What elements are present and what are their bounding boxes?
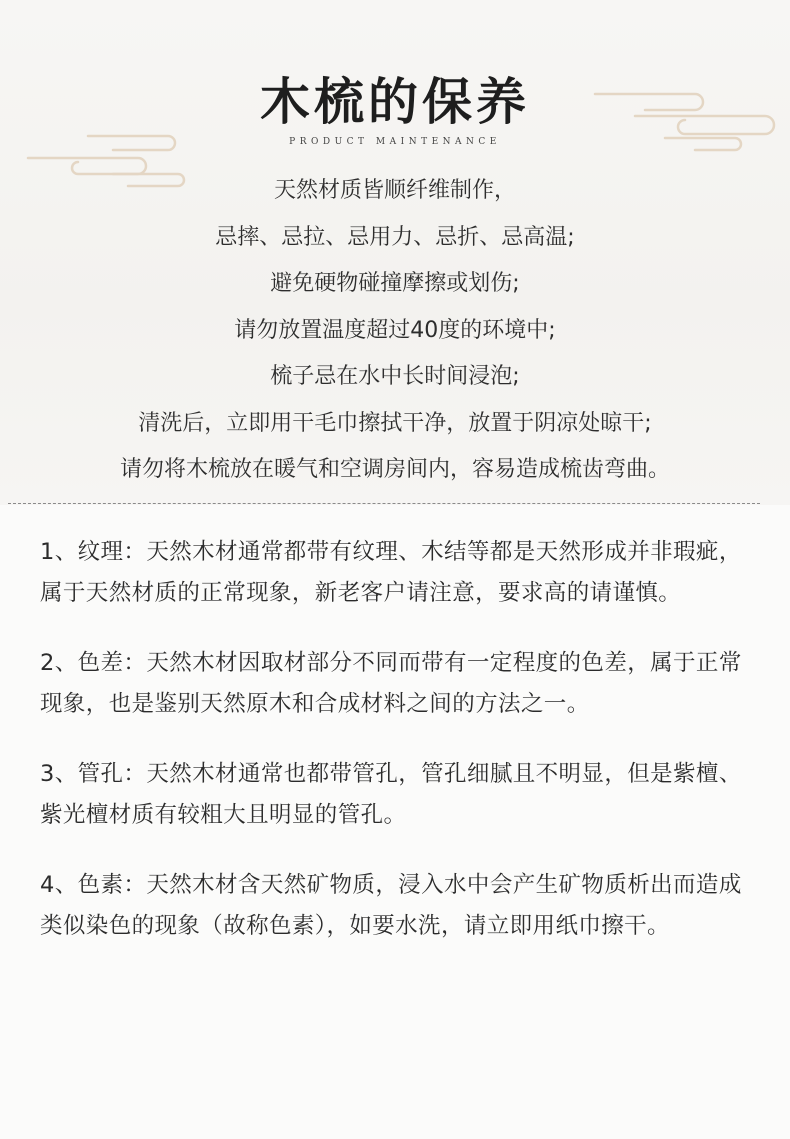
care-rule: 避免硬物碰撞摩擦或划伤; — [270, 271, 520, 296]
note-texture: 1、纹理：天然木材通常都带有纹理、木结等都是天然形成并非瑕疵，属于天然材质的正常现象，新老客户请注意，要求高的请谨慎。 — [40, 539, 742, 606]
care-rule: 天然材质皆顺纤维制作， — [273, 178, 516, 203]
page-title: 木梳的保养 — [260, 73, 530, 131]
care-rule: 忌摔、忌拉、忌用力、忌折、忌高温; — [215, 224, 575, 250]
dashed-divider — [8, 503, 760, 504]
note-pores: 3、管孔：天然木材通常也都带管孔，管孔细腻且不明显，但是紫檀、紫光檀材质有较粗大且明显的管孔。 — [40, 761, 742, 828]
note-pigment: 4、色素：天然木材含天然矿物质，浸入水中会产生矿物质析出而造成类似染色的现象（故称色素），如要水洗，请立即用纸巾擦干。 — [40, 872, 742, 939]
care-rule: 请勿放置温度超过40度的环境中; — [234, 317, 556, 343]
care-rule: 清洗后，立即用干毛巾擦拭干净，放置于阴凉处晾干; — [138, 410, 652, 436]
page-subtitle: PRODUCT MAINTENANCE — [289, 137, 501, 147]
material-notes — [40, 532, 752, 976]
care-rule: 梳子忌在水中长时间浸泡; — [270, 364, 520, 389]
care-rule: 请勿将木梳放在暖气和空调房间内，容易造成梳齿弯曲。 — [119, 457, 670, 482]
note-color-difference: 2、色差：天然木材因取材部分不同而带有一定程度的色差，属于正常现象，也是鉴别天然原木和合成材料之间的方法之一。 — [40, 650, 742, 717]
care-rules-list — [0, 168, 790, 494]
